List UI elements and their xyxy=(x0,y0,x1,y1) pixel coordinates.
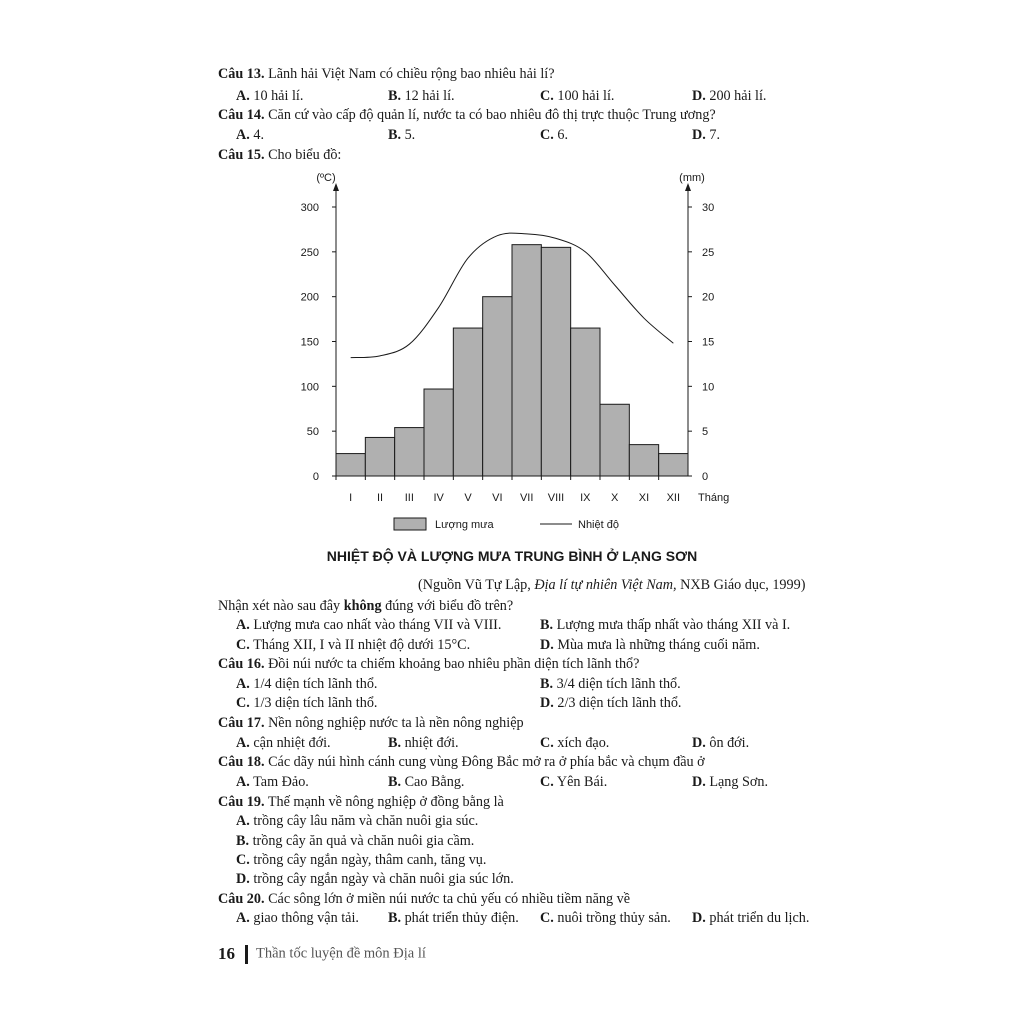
question-15-prompt: Nhận xét nào sau đây không đúng với biểu đồ trên? xyxy=(218,598,514,614)
rain-bar-III xyxy=(395,428,424,476)
y-right-axis-arrow xyxy=(685,183,691,191)
option-13b: B. 12 hải lí. xyxy=(388,88,455,104)
question-13 xyxy=(218,65,555,83)
question-14 xyxy=(218,106,716,124)
rain-bar-I xyxy=(336,454,365,476)
question-text: Đồi núi nước ta chiếm khoảng bao nhiêu phần diện tích lãnh thổ? xyxy=(268,656,640,672)
question-label: Câu 17. xyxy=(218,715,265,731)
legend-rain-label: Lượng mưa xyxy=(435,519,494,531)
option-18c: C. Yên Bái. xyxy=(540,774,608,790)
option-20b: B. phát triển thủy điện. xyxy=(388,910,519,926)
y-right-tick-label: 10 xyxy=(702,381,715,394)
rain-bar-V xyxy=(453,328,482,476)
y-left-tick-label: 50 xyxy=(306,426,319,439)
y-left-axis-arrow xyxy=(333,183,339,191)
y-right-tick-label: 15 xyxy=(702,336,715,349)
question-text: Nền nông nghiệp nước ta là nền nông nghiệp xyxy=(268,715,524,731)
option-14a: A. 4. xyxy=(236,127,264,143)
x-tick-label-II: II xyxy=(376,492,384,504)
option-16d: D. 2/3 diện tích lãnh thổ. xyxy=(540,695,682,711)
option-16a: A. 1/4 diện tích lãnh thổ. xyxy=(236,676,378,692)
y-left-axis-label: (ºC) xyxy=(316,172,336,184)
rain-bar-VIII xyxy=(541,247,570,476)
option-17b: B. nhiệt đới. xyxy=(388,735,459,751)
option-13c: C. 100 hải lí. xyxy=(540,88,615,104)
book-title: Thần tốc luyện đề môn Địa lí xyxy=(256,945,426,962)
question-label: Câu 14. xyxy=(218,107,265,123)
option-15d: D. Mùa mưa là những tháng cuối năm. xyxy=(540,637,760,653)
rain-bar-XII xyxy=(659,454,688,476)
question-label: Câu 16. xyxy=(218,656,265,672)
y-right-tick-label: 25 xyxy=(702,246,715,259)
rain-bar-XI xyxy=(629,445,658,476)
option-20d: D. phát triển du lịch. xyxy=(692,910,810,926)
question-text: Lãnh hải Việt Nam có chiều rộng bao nhiêu hải lí? xyxy=(268,66,555,82)
question-17 xyxy=(218,714,524,732)
option-18b: B. Cao Bằng. xyxy=(388,774,465,790)
option-17c: C. xích đạo. xyxy=(540,735,610,751)
y-left-tick-label: 250 xyxy=(300,246,319,259)
y-right-tick-label: 0 xyxy=(702,471,709,483)
option-15b: B. Lượng mưa thấp nhất vào tháng XII và I. xyxy=(540,617,791,633)
x-tick-label-IV: IV xyxy=(433,492,444,504)
question-16 xyxy=(218,655,639,673)
question-label: Câu 15. xyxy=(218,147,265,163)
option-14d: D. 7. xyxy=(692,127,720,143)
y-left-tick-label: 150 xyxy=(300,336,319,349)
option-15a: A. Lượng mưa cao nhất vào tháng VII và VIII. xyxy=(236,617,502,633)
option-19b: B. trồng cây ăn quả và chăn nuôi gia cầm. xyxy=(236,833,475,849)
x-tick-label-I: I xyxy=(349,492,353,504)
option-20c: C. nuôi trồng thủy sản. xyxy=(540,910,671,926)
question-label: Câu 20. xyxy=(218,891,265,907)
question-15 xyxy=(218,146,341,164)
source-citation: (Nguồn Vũ Tự Lập, Địa lí tự nhiên Việt Nam, NXB Giáo dục, 1999) xyxy=(418,577,806,593)
y-left-tick-label: 200 xyxy=(300,291,319,304)
option-13a: A. 10 hải lí. xyxy=(236,88,304,104)
option-17a: A. cận nhiệt đới. xyxy=(236,735,331,751)
option-19c: C. trồng cây ngắn ngày, thâm canh, tăng vụ. xyxy=(236,852,487,868)
legend-rain-swatch xyxy=(394,518,426,530)
x-tick-label-XI: XI xyxy=(638,492,650,504)
question-text: Thế mạnh về nông nghiệp ở đồng bằng là xyxy=(267,794,504,810)
rain-bar-X xyxy=(600,404,629,476)
climate-chart xyxy=(270,165,760,540)
rain-bar-IX xyxy=(571,328,600,476)
x-tick-label-III: III xyxy=(404,492,414,504)
question-18 xyxy=(218,753,705,771)
rain-bar-II xyxy=(365,437,394,476)
page-footer xyxy=(218,944,426,964)
x-tick-label-VI: VI xyxy=(492,492,503,504)
option-18d: D. Lạng Sơn. xyxy=(692,774,769,790)
page-number: 16 xyxy=(218,944,235,963)
chart-caption: NHIỆT ĐỘ VÀ LƯỢNG MƯA TRUNG BÌNH Ở LẠNG SƠN xyxy=(326,548,698,564)
option-16c: C. 1/3 diện tích lãnh thổ. xyxy=(236,695,378,711)
option-16b: B. 3/4 diện tích lãnh thổ. xyxy=(540,676,681,692)
x-tick-label-VIII: VIII xyxy=(547,492,565,504)
y-right-tick-label: 20 xyxy=(702,291,715,304)
option-19d: D. trồng cây ngắn ngày và chăn nuôi gia súc lớn. xyxy=(236,871,514,887)
option-14c: C. 6. xyxy=(540,127,568,143)
x-tick-label-VII: VII xyxy=(519,492,534,504)
y-right-tick-label: 5 xyxy=(702,426,709,439)
y-right-axis-label: (mm) xyxy=(679,172,705,184)
option-13d: D. 200 hải lí. xyxy=(692,88,767,104)
x-tick-label-V: V xyxy=(464,492,472,504)
option-20a: A. giao thông vận tải. xyxy=(236,910,359,926)
y-right-tick-label: 30 xyxy=(702,202,715,214)
y-left-tick-label: 300 xyxy=(300,202,319,214)
question-text: Cho biểu đồ: xyxy=(268,147,342,163)
rain-bar-IV xyxy=(424,389,453,476)
question-text: Các dãy núi hình cánh cung vùng Đông Bắc mở ra ở phía bắc và chụm đầu ở xyxy=(268,754,705,770)
question-20 xyxy=(218,890,630,908)
option-19a: A. trồng cây lâu năm và chăn nuôi gia súc. xyxy=(236,813,479,829)
question-label: Câu 19. xyxy=(218,794,265,810)
legend-temp-label: Nhiệt độ xyxy=(578,519,619,531)
option-17d: D. ôn đới. xyxy=(692,735,750,751)
option-18a: A. Tam Đảo. xyxy=(236,774,309,790)
x-tick-label-XII: XII xyxy=(666,492,681,504)
x-tick-label-X: X xyxy=(610,492,619,504)
question-text: Các sông lớn ở miền núi nước ta chủ yếu có nhiều tiềm năng về xyxy=(268,891,631,907)
question-text: Căn cứ vào cấp độ quản lí, nước ta có bao nhiêu đô thị trực thuộc Trung ương? xyxy=(268,107,716,123)
option-15c: C. Tháng XII, I và II nhiệt độ dưới 15°C. xyxy=(236,637,471,653)
question-label: Câu 18. xyxy=(218,754,265,770)
option-14b: B. 5. xyxy=(388,127,416,143)
y-left-tick-label: 0 xyxy=(312,471,319,483)
x-tick-label-IX: IX xyxy=(580,492,591,504)
question-label: Câu 13. xyxy=(218,66,265,82)
rain-bar-VI xyxy=(483,297,512,476)
rain-bar-VII xyxy=(512,245,541,476)
question-19 xyxy=(218,793,504,811)
x-axis-label: Tháng xyxy=(698,492,730,504)
y-left-tick-label: 100 xyxy=(300,381,319,394)
footer-divider xyxy=(245,945,248,964)
